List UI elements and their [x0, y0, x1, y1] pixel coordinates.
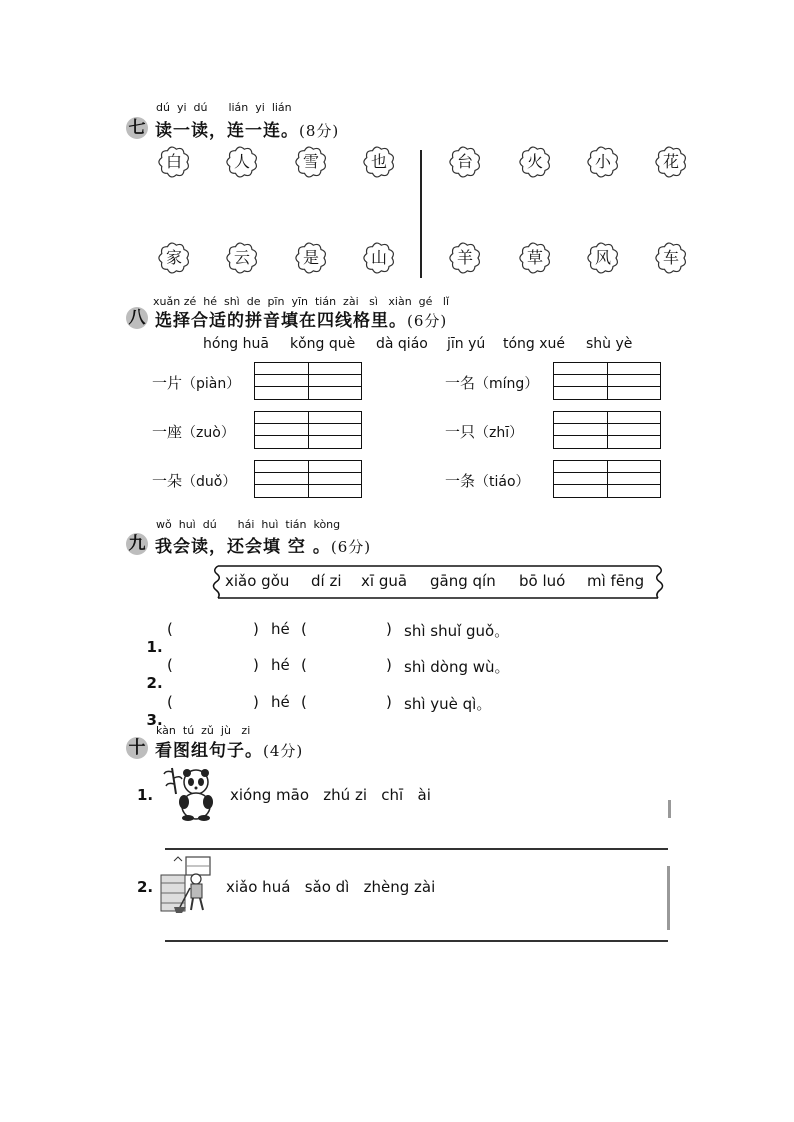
section8-option: kǒng què [290, 336, 356, 352]
item-pinyin: zuò [196, 425, 221, 441]
flower-char-雪[interactable] [292, 143, 330, 181]
flower-char-小[interactable] [584, 143, 622, 181]
flower-char-text: 车 [662, 248, 679, 267]
question-row [137, 620, 163, 656]
section10-pinyin: kàn tú zǔ jù zi [156, 724, 251, 737]
flower-char-text: 羊 [456, 248, 473, 267]
flower-char-text: 云 [233, 248, 250, 267]
section8-title [155, 306, 447, 331]
item-word: 一朵 [152, 472, 183, 490]
flower-char-text: 草 [526, 248, 543, 267]
word-bank-item: xī guā [361, 572, 408, 590]
flower-char-text: 人 [233, 152, 250, 171]
item-pinyin: piàn [196, 376, 227, 392]
section8-option: shù yè [586, 336, 633, 352]
flower-char-是[interactable] [292, 239, 330, 277]
item-pinyin: zhī [489, 425, 510, 441]
section10-number: 十 [126, 737, 148, 759]
section8-item-label: 一片（piàn） [152, 374, 241, 392]
four-line-grid[interactable] [254, 362, 362, 400]
connector: hé [271, 620, 290, 638]
section8-number: 八 [126, 307, 148, 329]
flower-char-白[interactable] [155, 143, 193, 181]
flower-char-花[interactable] [652, 143, 690, 181]
flower-char-山[interactable] [360, 239, 398, 277]
section8-score: (6分) [407, 312, 448, 330]
flower-char-风[interactable] [584, 239, 622, 277]
flower-char-text: 家 [165, 248, 182, 267]
section10-score: (4分) [263, 742, 304, 760]
section7-score: (8分) [299, 122, 340, 140]
blank-open[interactable]: ( [301, 693, 307, 711]
four-line-grid[interactable] [553, 460, 661, 498]
item-words: xiǎo huá sǎo dì zhèng zài [226, 878, 436, 896]
four-line-grid[interactable] [553, 411, 661, 449]
flower-char-text: 小 [594, 152, 611, 171]
section8-option: hóng huā [203, 336, 269, 352]
blank-open[interactable]: ( [301, 620, 307, 638]
section9-title [155, 532, 371, 557]
word-bank-item: bō luó [519, 572, 566, 590]
section9-title-text: 我会读，还会填 空 。 [155, 537, 331, 557]
word-bank-item: dí zi [311, 572, 342, 590]
item-pinyin: tiáo [489, 474, 516, 490]
blank-open[interactable]: ( [301, 656, 307, 674]
flower-char-text: 花 [662, 152, 679, 171]
item-words: xióng māo zhú zi chī ài [230, 786, 431, 804]
sweeping-child-icon [160, 855, 218, 915]
question-text: shì shuǐ guǒ。 [404, 622, 510, 640]
connector: hé [271, 693, 290, 711]
question-text: shì dòng wù。 [404, 658, 510, 676]
section7-divider [420, 150, 422, 278]
flower-char-车[interactable] [652, 239, 690, 277]
section10-title [155, 736, 303, 761]
flower-char-也[interactable] [360, 143, 398, 181]
flower-char-text: 也 [370, 152, 387, 171]
word-bank-item: gāng qín [430, 572, 496, 590]
section8-item-label: 一座（zuò） [152, 423, 235, 441]
section10-title-text: 看图组句子。 [155, 741, 263, 761]
section8-item-label: 一只（zhī） [445, 423, 524, 441]
item-word: 一只 [445, 423, 476, 441]
section7-pinyin: dú yi dú lián yi lián [156, 101, 292, 114]
flower-char-text: 风 [594, 248, 611, 267]
flower-char-text: 白 [165, 152, 182, 171]
section8-item-label: 一条（tiáo） [445, 472, 530, 490]
blank-close: ) [253, 656, 259, 674]
flower-char-台[interactable] [446, 143, 484, 181]
answer-line[interactable] [165, 848, 668, 850]
blank-close: ) [253, 693, 259, 711]
item-word: 一片 [152, 374, 183, 392]
item-number: 2. [137, 878, 154, 896]
section9-score: (6分) [330, 538, 372, 556]
blank-close: ) [253, 620, 259, 638]
question-number: 2. [146, 674, 163, 692]
flower-char-text: 是 [302, 248, 319, 267]
flower-char-text: 雪 [302, 152, 319, 171]
question-number: 3. [146, 711, 163, 729]
edge-mark [667, 866, 670, 930]
section8-option: dà qiáo [376, 336, 428, 352]
blank-open[interactable]: ( [167, 693, 173, 711]
answer-line[interactable] [165, 940, 668, 942]
flower-char-云[interactable] [223, 239, 261, 277]
item-number: 1. [137, 786, 154, 804]
section7-title-text: 读一读，连一连。 [155, 121, 299, 141]
blank-open[interactable]: ( [167, 656, 173, 674]
flower-char-人[interactable] [223, 143, 261, 181]
section8-pinyin: xuǎn zé hé shì de pīn yīn tián zài sì xiàn gé lǐ [153, 295, 450, 308]
flower-char-羊[interactable] [446, 239, 484, 277]
flower-char-家[interactable] [155, 239, 193, 277]
four-line-grid[interactable] [254, 460, 362, 498]
flower-char-text: 山 [370, 248, 387, 267]
blank-open[interactable]: ( [167, 620, 173, 638]
question-number: 1. [146, 638, 163, 656]
flower-char-text: 火 [526, 152, 543, 171]
section8-option: jīn yú [447, 336, 486, 352]
item-pinyin: duǒ [196, 474, 223, 490]
connector: hé [271, 656, 290, 674]
item-word: 一座 [152, 423, 183, 441]
flower-char-text: 台 [456, 152, 473, 171]
section8-option: tóng xué [503, 336, 566, 352]
section8-item-label: 一朵（duǒ） [152, 472, 237, 490]
section9-number: 九 [126, 533, 148, 555]
item-word: 一条 [445, 472, 476, 490]
flower-char-火[interactable] [516, 143, 554, 181]
edge-mark [668, 800, 671, 818]
flower-char-草[interactable] [516, 239, 554, 277]
four-line-grid[interactable] [553, 362, 661, 400]
section7-title [155, 116, 339, 141]
section8-title-text: 选择合适的拼音填在四线格里。 [155, 311, 407, 331]
item-pinyin: míng [489, 376, 525, 392]
panda-icon [162, 764, 220, 822]
word-bank-item: mì fēng [587, 572, 645, 590]
blank-close: ) [386, 656, 392, 674]
section9-pinyin: wǒ huì dú hái huì tián kòng [156, 518, 341, 531]
four-line-grid[interactable] [254, 411, 362, 449]
blank-close: ) [386, 620, 392, 638]
word-bank-item: xiǎo gǒu [225, 572, 290, 590]
question-text: shì yuè qì。 [404, 695, 492, 713]
item-word: 一名 [445, 374, 476, 392]
blank-close: ) [386, 693, 392, 711]
question-row [137, 656, 163, 692]
section7-number: 七 [126, 117, 148, 139]
section8-item-label: 一名（míng） [445, 374, 539, 392]
